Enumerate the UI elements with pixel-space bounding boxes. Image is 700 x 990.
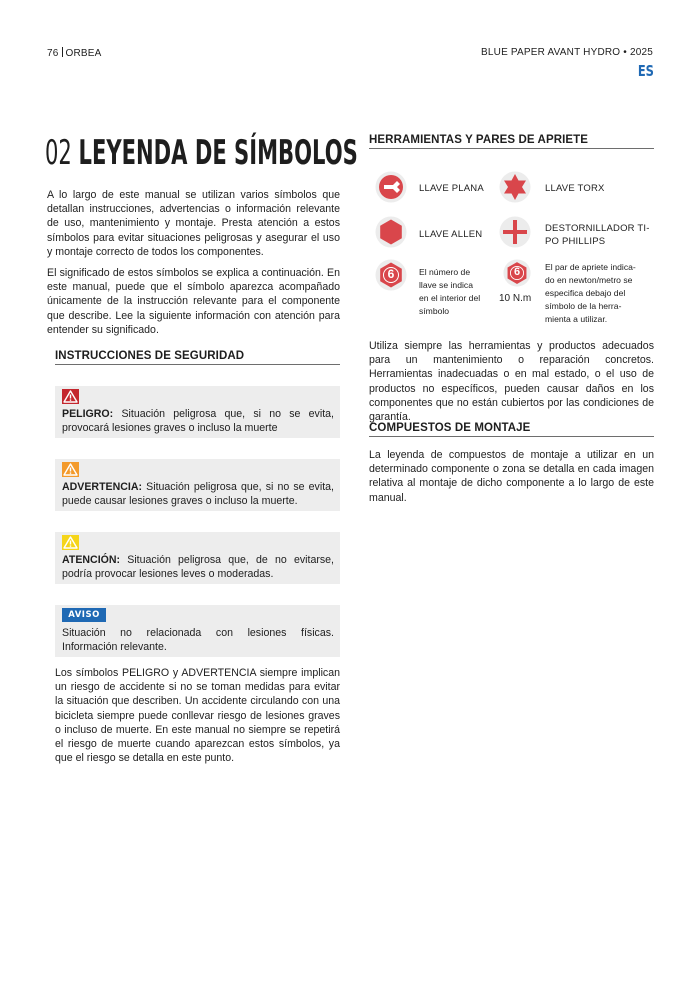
atencion-box (55, 532, 340, 584)
advertencia-label: ADVERTENCIA: (62, 481, 143, 493)
advertencia-text (62, 480, 334, 508)
atencion-description: Situación peligrosa que, de no evitarse, podría provocar lesiones leves o moderadas. (62, 554, 334, 581)
advertencia-description: Situación peligrosa que, si no se evita, puede causar lesiones graves o incluso la muerte. (62, 481, 334, 508)
header-divider (62, 47, 63, 57)
torque-note-line: do en newton/metro se (545, 275, 633, 285)
allen-label: LLAVE ALLEN (419, 229, 483, 240)
brand-name: ORBEA (65, 48, 102, 59)
danger-warning-icon (62, 389, 79, 404)
document-title: BLUE PAPER AVANT HYDRO • 2025 (481, 47, 653, 58)
caution-icon (62, 535, 79, 550)
size-note-line: símbolo (419, 306, 450, 316)
advertencia-box (55, 459, 340, 511)
tools-paragraph: Utiliza siempre las herramientas y productos adecuados para un mantenimiento o reparación concretos. Herramientas inadecuadas o en mal estado, o el uso de productos no específicos, pueden causar daños en los componentes que no están cubiertos por las condiciones de garantía. (369, 340, 654, 424)
page-title (45, 134, 358, 172)
phillips-label (545, 222, 650, 248)
flat-wrench-icon (375, 171, 407, 203)
torque-note-line: El par de apriete indica- (545, 262, 636, 272)
phillips-label-line2: PO PHILLIPS (545, 236, 606, 247)
aviso-box (55, 605, 340, 657)
torque-note-line: símbolo de la herra- (545, 301, 622, 311)
section-title: LEYENDA DE SÍMBOLOS (78, 133, 358, 173)
size-note-line: El número de (419, 267, 471, 277)
phillips-screwdriver-icon (499, 216, 531, 248)
aviso-badge: AVISO (62, 608, 106, 622)
size-note-line: llave se indica (419, 280, 473, 290)
intro-paragraph-2: El significado de estos símbolos se explica a continuación. En este manual, puede que el símbolo aparezca acompañado únicamente de la instrucción relevante para el componente que describe. Lee la siguiente información con atención para entender su significado. (47, 267, 340, 336)
aviso-text: Situación no relacionada con lesiones físicas. Información relevante. (62, 627, 334, 654)
size-note-line: en el interior del (419, 293, 481, 303)
wrench-size-number: 6 (387, 267, 395, 281)
safety-heading: INSTRUCCIONES DE SEGURIDAD (55, 350, 340, 365)
section-number: 02 (45, 133, 72, 173)
safety-closing-paragraph: Los símbolos PELIGRO y ADVERTENCIA siempre implican un riesgo de accidente si no se toman medidas para evitar la situación que describen. Un accidente circulando con una bicicleta siempre puede conllevar riesgo de lesiones graves o incluso de muerte. En este manual no siempre se repetirá el riesgo de muerte cuando aparezcan estos símbolos, ya que el riesgo se detalla en este punto. (55, 667, 340, 765)
torque-tool-number: 6 (513, 266, 521, 278)
page-header-left (47, 47, 102, 59)
torx-label: LLAVE TORX (545, 183, 605, 194)
torque-note-line: mienta a utilizar. (545, 314, 608, 324)
peligro-text (62, 407, 334, 435)
tools-heading: HERRAMIENTAS Y PARES DE APRIETE (369, 134, 654, 149)
language-code: ES (637, 62, 654, 80)
peligro-description: Situación peligrosa que, si no se evita, provocará lesiones graves o incluso la muerte (62, 408, 334, 435)
size-note (419, 266, 480, 318)
compounds-heading: COMPUESTOS DE MONTAJE (369, 422, 654, 437)
page-number: 76 (47, 48, 59, 59)
compounds-paragraph: La leyenda de compuestos de montaje a utilizar en un determinado componente o zona se detalla en cada imagen relativa al montaje de dicho componente a lo largo de este manual. (369, 449, 654, 504)
torx-icon (499, 171, 531, 203)
flat-wrench-label: LLAVE PLANA (419, 183, 484, 194)
warning-icon (62, 462, 79, 477)
intro-paragraph-1: A lo largo de este manual se utilizan varios símbolos que detallan instrucciones, advertencias o información relevante de uso, mantenimiento y montaje. Presta atención a estos símbolos para evitar situaciones peligrosas y asegurar el uso y montaje correcto de todos los componentes. (47, 189, 340, 258)
atencion-text (62, 553, 334, 581)
torque-note-line: especifica debajo del (545, 288, 626, 298)
torque-value: 10 N.m (499, 293, 532, 304)
allen-hex-icon (375, 216, 407, 248)
phillips-label-line1: DESTORNILLADOR TI- (545, 223, 650, 234)
atencion-label: ATENCIÓN: (62, 554, 121, 566)
torque-note (545, 261, 636, 326)
peligro-box (55, 386, 340, 438)
peligro-label: PELIGRO: (62, 408, 114, 420)
